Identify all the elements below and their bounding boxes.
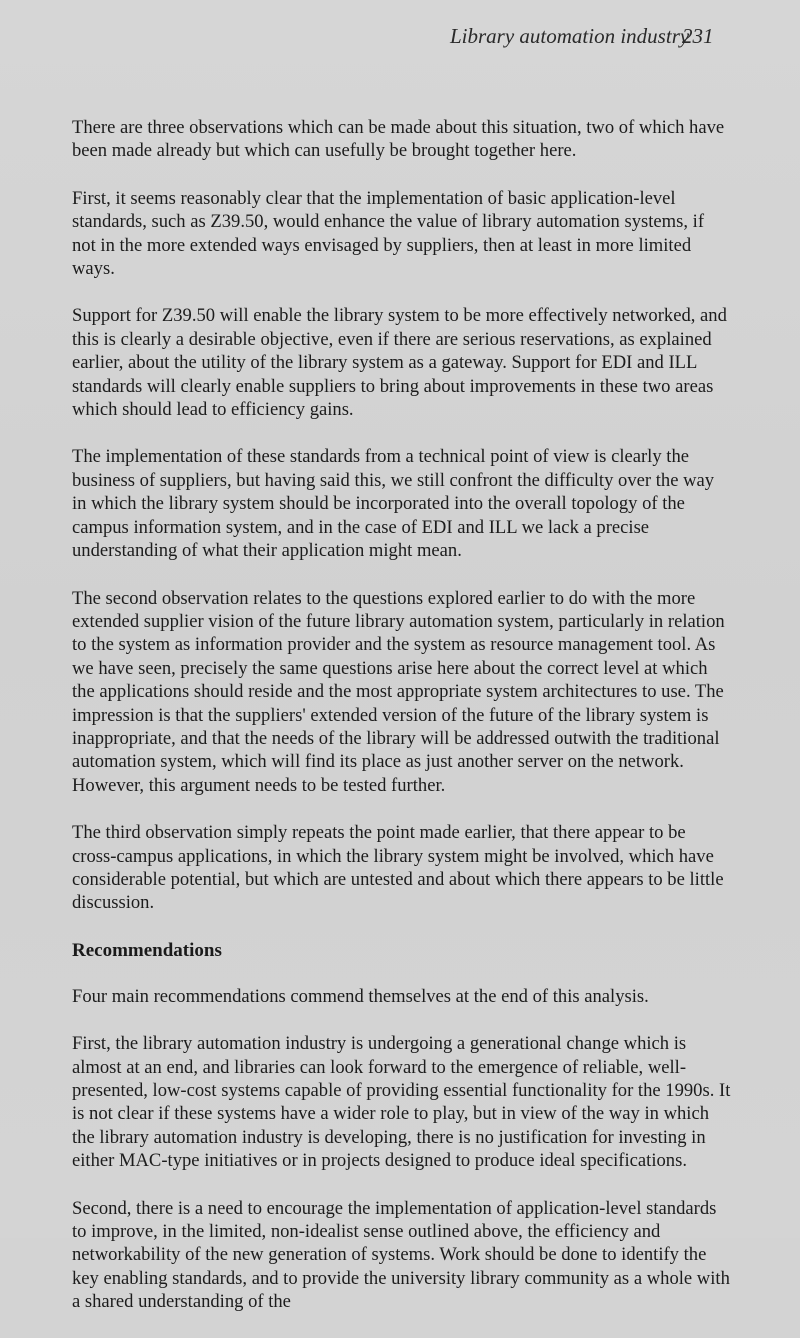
section-heading: Recommendations bbox=[72, 939, 222, 961]
paragraph: There are three observations which can be made about this situation, two of which have been made already but which can usefully be brought together here. bbox=[72, 117, 725, 162]
running-title: Library automation industry bbox=[450, 24, 690, 48]
paragraph: The implementation of these standards from a technical point of view is clearly the business of suppliers, but having said this, we still confront the difficulty over the way in which the library system should be incorporated into the overall topology of the campus information system, and in the case of EDI and ILL we lack a precise understanding of what their application might mean. bbox=[72, 446, 715, 562]
paragraph: First, it seems reasonably clear that the implementation of basic application-level standards, such as Z39.50, would enhance the value of library automation systems, if not in the more extended ways envisaged by suppliers, then at least in more limited ways. bbox=[72, 187, 705, 280]
paragraph: The second observation relates to the questions explored earlier to do with the more extended supplier vision of the future library automation system, particularly in relation to the system as information provider and the system as resource management tool. As we have seen, precisely the same questions arise here about the correct level at which the applications should reside and the most appropriate system architectures to use. The impression is that the suppliers' extended version of the future of the library system is inappropriate, and that the needs of the library will be addressed outwith the traditional automation system, which will find its place as just another server on the network. However, this argument needs to be tested further. bbox=[72, 587, 725, 796]
paragraph: Second, there is a need to encourage the implementation of application-level standards to improve, in the limited, non-idealist sense outlined above, the efficiency and networkability of the new generation of systems. Work should be done to identify the key enabling standards, and to provide the university library community as a whole with a shared understanding of the bbox=[72, 1197, 730, 1313]
paragraph: First, the library automation industry is undergoing a generational change which is almost at an end, and libraries can look forward to the emergence of reliable, well-presented, low-cost systems capable of providing essential functionality for the 1990s. It is not clear if these systems have a wider role to play, but in view of the way in which the library automation industry is developing, there is no justification for investing in either MAC-type initiatives or in projects designed to produce ideal specifications. bbox=[72, 1033, 731, 1172]
page-number: 231 bbox=[682, 24, 714, 48]
page-body bbox=[72, 116, 732, 1338]
paragraph: Support for Z39.50 will enable the library system to be more effectively networked, and this is clearly a desirable objective, even if there are serious reservations, as explained earlier, about the utility of the library system as a gateway. Support for EDI and ILL standards will clearly enable suppliers to bring about improvements in these two areas which should lead to efficiency gains. bbox=[72, 305, 727, 421]
paragraph: Four main recommendations commend themselves at the end of this analysis. bbox=[72, 985, 649, 1007]
paragraph: The third observation simply repeats the point made earlier, that there appear to be cross-campus applications, in which the library system might be involved, which have considerable potential, but which are untested and about which there appears to be little discussion. bbox=[72, 822, 724, 914]
